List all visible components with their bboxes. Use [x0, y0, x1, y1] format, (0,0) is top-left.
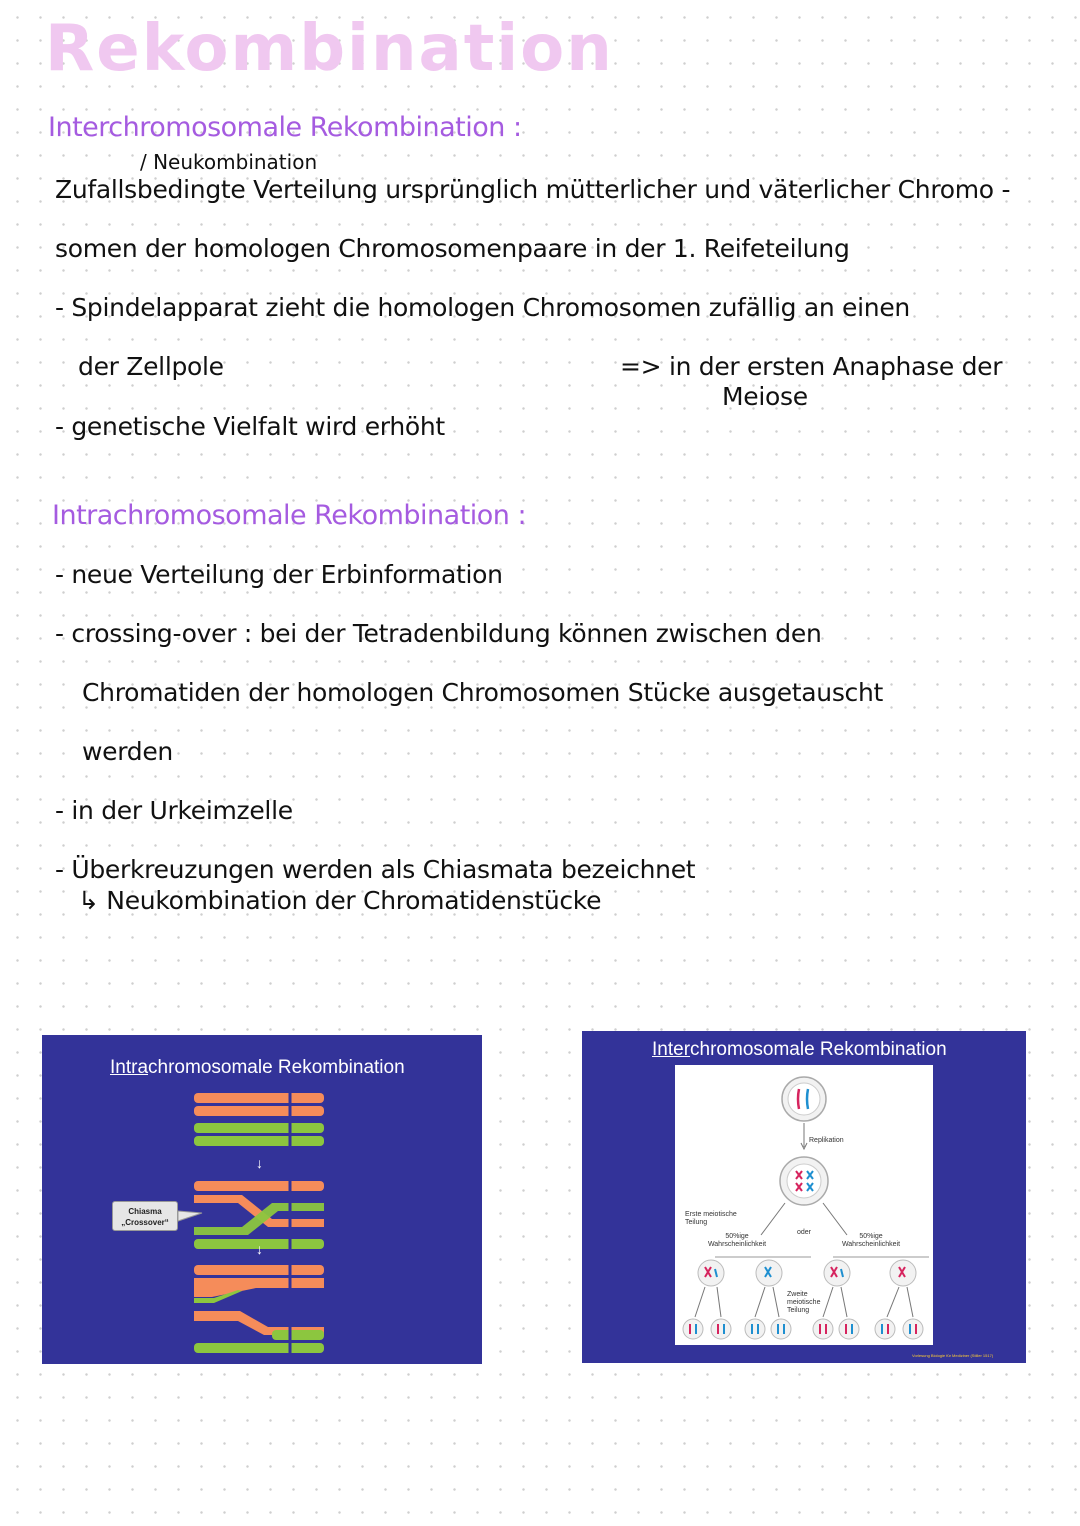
text-line: - neue Verteilung der Erbinformation	[55, 560, 503, 589]
figure-intrachromosomal	[42, 1035, 482, 1364]
figure-panel	[675, 1065, 933, 1345]
section-heading-intra: Intrachromosomale Rekombination :	[52, 500, 527, 531]
text-line: Chromatiden der homologen Chromosomen Stücke ausgetauscht	[82, 678, 884, 707]
text-line: - Überkreuzungen werden als Chiasmata bezeichnet	[55, 855, 696, 884]
text-line: ↳ Neukombination der Chromatidenstücke	[78, 886, 602, 915]
label-prob-left: 50%ige Wahrscheinlichkeit	[707, 1233, 767, 1248]
arrow-down: ↓	[256, 1155, 263, 1171]
text-line: somen der homologen Chromosomenpaare in der 1. Reifeteilung	[55, 234, 850, 263]
chiasma-callout: Chiasma „Crossover“	[112, 1201, 178, 1231]
label-prob-right: 50%ige Wahrscheinlichkeit	[841, 1233, 901, 1248]
figure-interchromosomal	[582, 1031, 1026, 1363]
figure-title: Intrachromosomale Rekombination	[110, 1057, 405, 1078]
text-line: - in der Urkeimzelle	[55, 796, 293, 825]
label-erste-teilung: Erste meiotische Teilung	[685, 1211, 737, 1226]
label-oder: oder	[797, 1229, 812, 1236]
note-neukombination: / Neukombination	[140, 150, 318, 174]
label-zweite-teilung: Zweite meiotische Teilung	[787, 1291, 821, 1314]
text-line: Zufallsbedingte Verteilung ursprünglich mütterlicher und väterlicher Chromo -	[55, 175, 1011, 204]
label-replikation: Replikation	[809, 1137, 844, 1144]
page-title: Rekombination	[45, 12, 614, 86]
callout-pointer	[42, 1035, 482, 1364]
text-line: der Zellpole	[78, 352, 224, 381]
arrow-down: ↓	[256, 1241, 263, 1257]
text-line: - crossing-over : bei der Tetradenbildung können zwischen den	[55, 619, 822, 648]
text-line: werden	[82, 737, 173, 766]
credit: Vorlesung Biologie für Mediziner (Stiller 1517)	[912, 1353, 994, 1358]
section-heading-inter: Interchromosomale Rekombination :	[48, 112, 522, 143]
side-note: Meiose	[722, 382, 808, 411]
figure-title: Interchromosomale Rekombination	[652, 1039, 947, 1060]
side-note: => in der ersten Anaphase der	[620, 352, 1003, 381]
text-line: - Spindelapparat zieht die homologen Chromosomen zufällig an einen	[55, 293, 910, 322]
text-line: - genetische Vielfalt wird erhöht	[55, 412, 445, 441]
